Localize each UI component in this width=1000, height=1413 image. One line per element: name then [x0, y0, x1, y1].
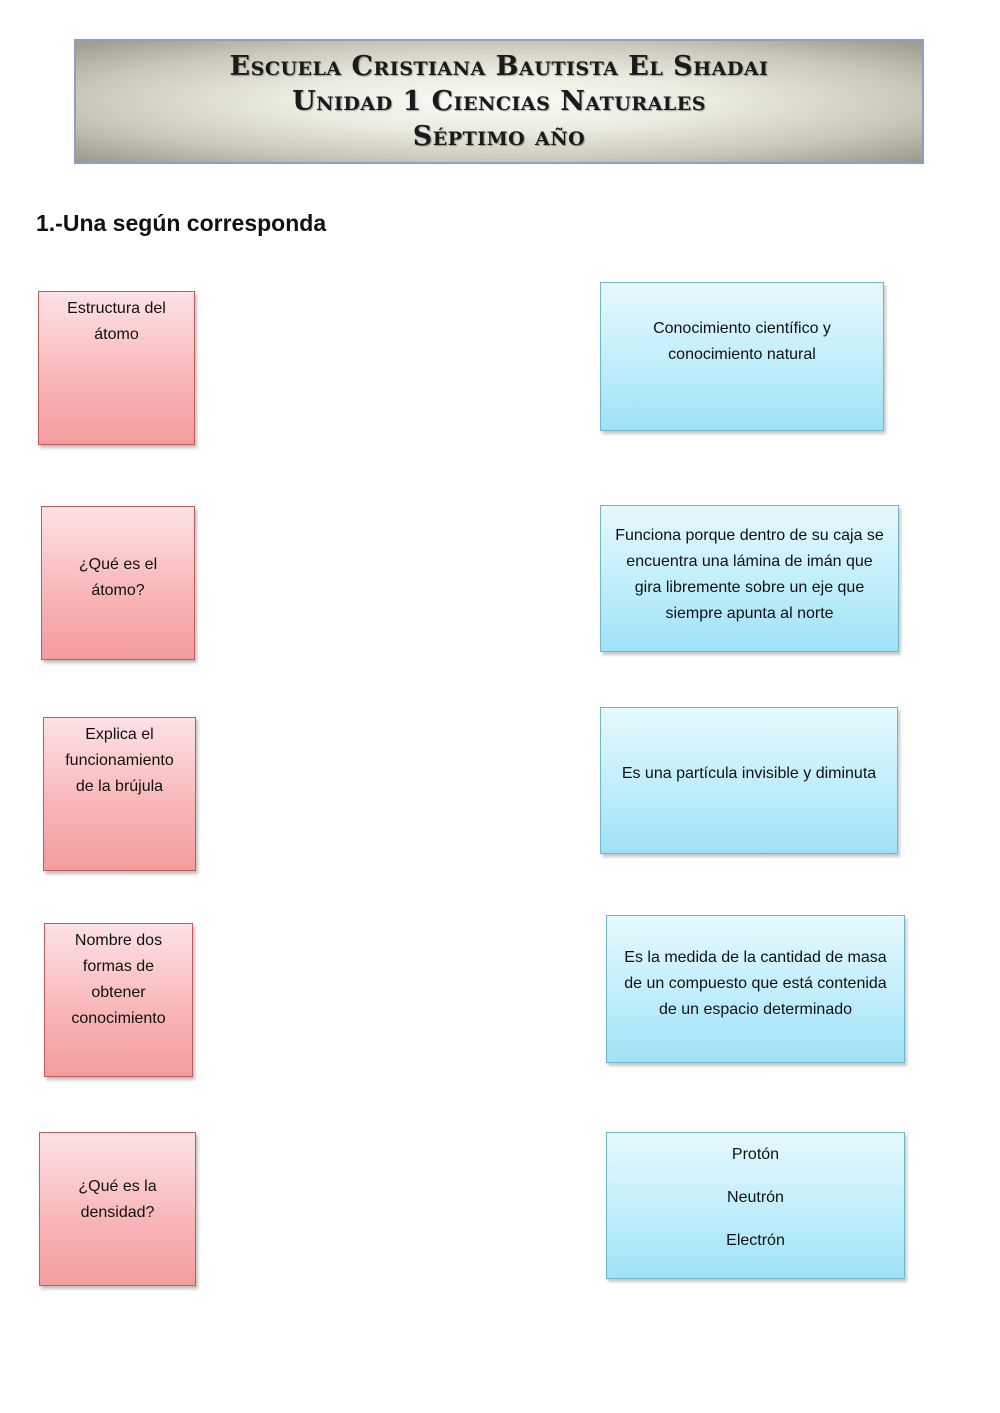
answer-list-item-electron: Electrón	[726, 1232, 785, 1249]
question-card-5[interactable]	[39, 1132, 196, 1286]
instruction-heading: 1.-Una según corresponda	[36, 210, 327, 236]
grade-label: Séptimo año	[412, 121, 586, 152]
answer-card-3[interactable]	[600, 707, 898, 854]
answer-text: Funciona porque dentro de su caja se encuentra una lámina de imán que gira libremente sobre un eje que siempre apunta al norte	[615, 526, 884, 622]
question-text: ¿Qué es la densidad?	[78, 1178, 157, 1221]
question-text: Explica el funcionamiento de la brújula	[65, 726, 174, 795]
answer-card-5[interactable]	[606, 1132, 905, 1279]
question-text: ¿Qué es el átomo?	[78, 556, 158, 599]
answer-text: Es una partícula invisible y diminuta	[621, 764, 877, 782]
question-card-2[interactable]	[41, 506, 195, 660]
school-name: Escuela Cristiana Bautista El Shadai	[229, 51, 769, 82]
answer-list-item-neutron: Neutrón	[727, 1189, 784, 1206]
unit-title: Unidad 1 Ciencias Naturales	[292, 86, 706, 117]
question-text: Nombre dos formas de obtener conocimiento	[71, 932, 166, 1027]
title-banner	[74, 39, 924, 164]
question-card-3[interactable]	[43, 717, 196, 871]
question-text: Estructura del átomo	[67, 300, 166, 343]
answer-list-item-proton: Protón	[731, 1146, 780, 1163]
answer-card-2[interactable]	[600, 505, 899, 652]
answer-text: Conocimiento científico y conocimiento natural	[653, 319, 831, 363]
answer-card-4[interactable]	[606, 915, 905, 1063]
question-card-1[interactable]	[38, 291, 195, 445]
answer-text: Es la medida de la cantidad de masa de un compuesto que está contenida de un espacio determinado	[624, 949, 887, 1018]
answer-card-1[interactable]	[600, 282, 884, 431]
question-card-4[interactable]	[44, 923, 193, 1077]
